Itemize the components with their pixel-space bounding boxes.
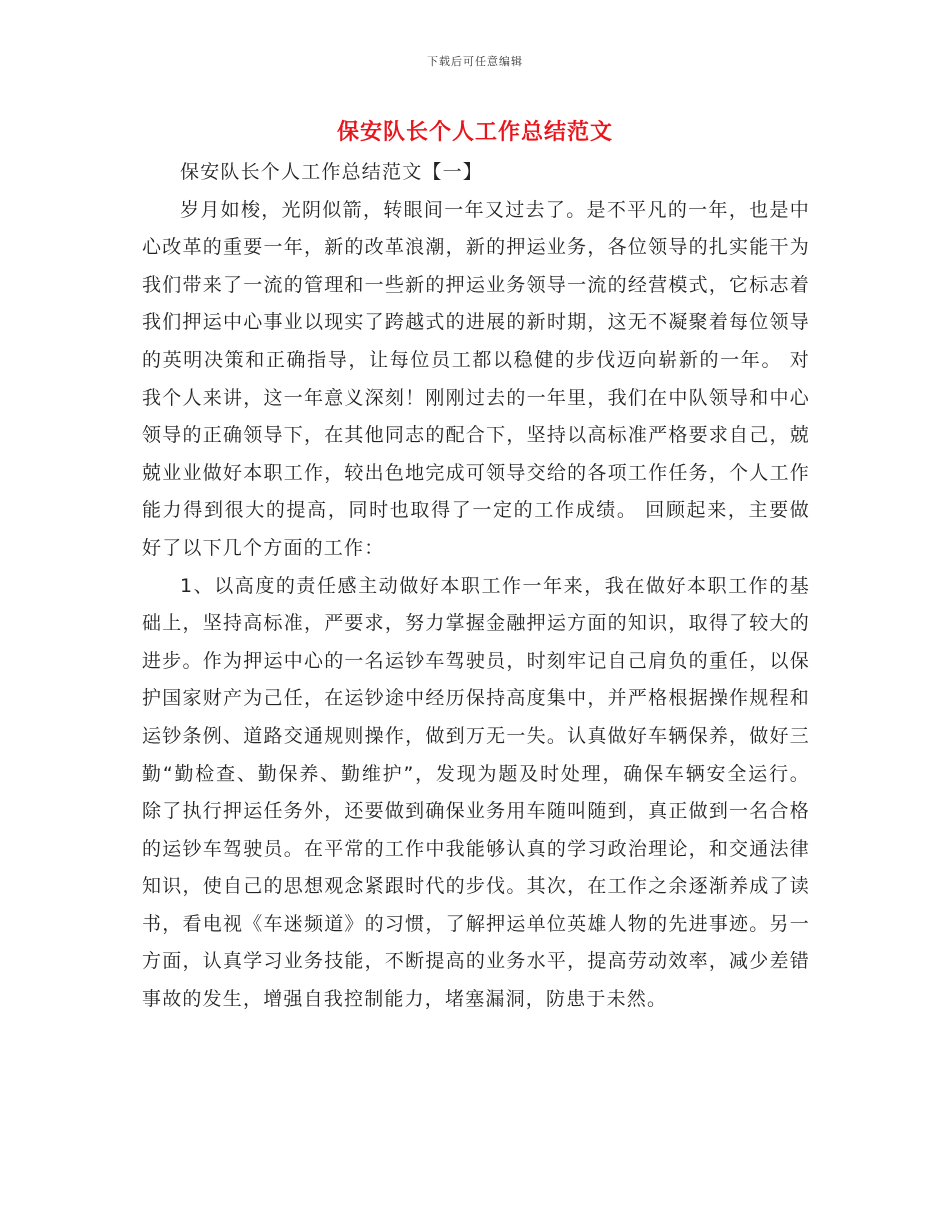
paragraph-item-1: 1、以高度的责任感主动做好本职工作一年来，我在做好本职工作的基础上，坚持高标准，严要求，努力掌握金融押运方面的知识，取得了较大的进步。作为押运中心的一名运钞车驾驶员，时刻牢记自己肩负的重任，以保护国家财产为己任，在运钞途中经历保持高度集中，并严格根据操作规程和运钞条例、道路交通规则操作，做到万无一失。认真做好车辆保养，做好三勤“勤检查、勤保养、勤维护”，发现为题及时处理，确保车辆安全运行。除了执行押运任务外，还要做到确保业务用车随叫随到，真正做到一名合格的运钞车驾驶员。在平常的工作中我能够认真的学习政治理论，和交通法律知识，使自己的思想观念紧跟时代的步伐。其次，在工作之余逐渐养成了读书，看电视《车迷频道》的习惯，了解押运单位英雄人物的先进事迹。另一方面，认真学习业务技能，不断提高的业务水平，提高劳动效率，减少差错事故的发生，增强自我控制能力，堵塞漏洞，防患于未然。 bbox=[142, 574, 810, 1011]
header-note: 下载后可任意编辑 bbox=[427, 55, 523, 68]
paragraph-intro: 岁月如梭，光阴似箭，转眼间一年又过去了。是不平凡的一年，也是中心改革的重要一年，新的改革浪潮，新的押运业务，各位领导的扎实能干为我们带来了一流的管理和一些新的押运业务领导一流的经营模式，它标志着我们押运中心事业以现实了跨越式的进展的新时期，这无不凝聚着每位领导的英明决策和正确指导，让每位员工都以稳健的步伐迈向崭新的一年。 对我个人来讲，这一年意义深刻！刚刚过去的一年里，我们在中队领导和中心领导的正确领导下，在其他同志的配合下，坚持以高标准严格要求自己，兢兢业业做好本职工作，较出色地完成可领导交给的各项工作任务，个人工作能力得到很大的提高，同时也取得了一定的工作成绩。 回顾起来，主要做好了以下几个方面的工作： bbox=[142, 198, 810, 559]
section-heading: 保安队长个人工作总结范文【一】 bbox=[180, 161, 484, 183]
document-body bbox=[142, 154, 810, 1019]
document-title: 保安队长个人工作总结范文 bbox=[336, 120, 613, 145]
